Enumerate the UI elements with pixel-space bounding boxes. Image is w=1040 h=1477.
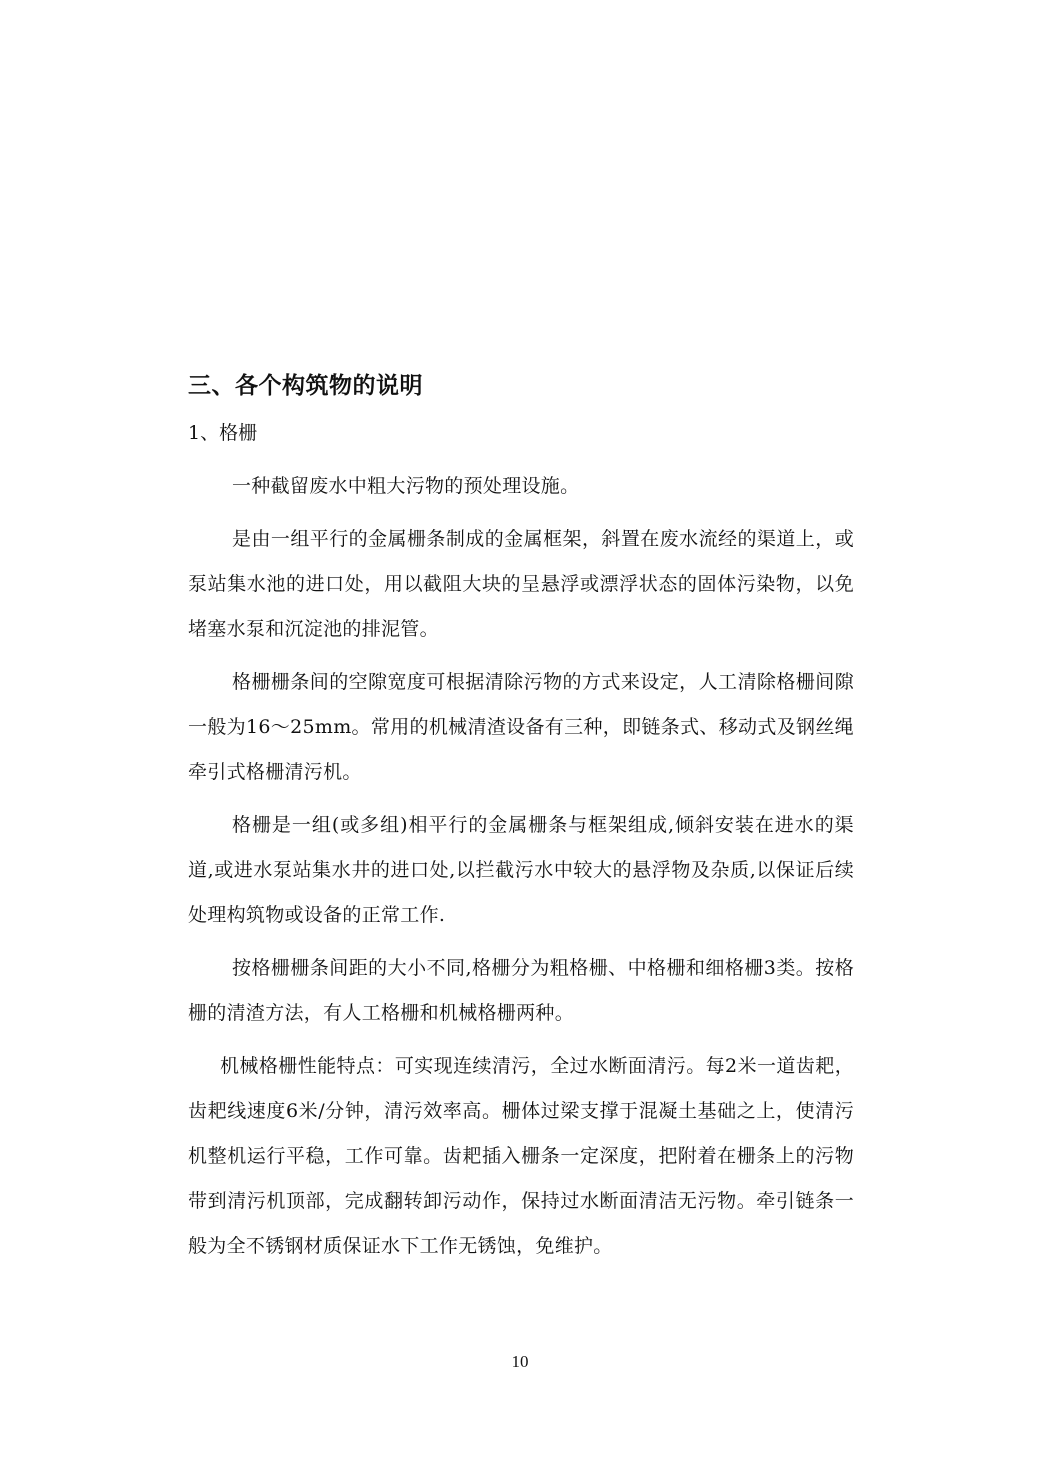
page-number: 10 (511, 1352, 529, 1371)
paragraph: 机械格栅性能特点：可实现连续清污，全过水断面清污。每2米一道齿耙，齿耙线速度6米/分钟，清污效率高。栅体过梁支撑于混凝土基础之上，使清污机整机运行平稳，工作可靠。齿耙插入栅条一定深度，把附着在栅条上的污物带到清污机顶部，完成翻转卸污动作，保持过水断面清洁无污物。牵引链条一般为全不锈钢材质保证水下工作无锈蚀，免维护。 (188, 1055, 854, 1257)
page-content (188, 368, 854, 1277)
paragraph: 是由一组平行的金属栅条制成的金属框架，斜置在废水流经的渠道上，或泵站集水池的进口处，用以截阻大块的呈悬浮或漂浮状态的固体污染物，以免堵塞水泵和沉淀池的排泥管。 (188, 528, 854, 640)
paragraph: 一种截留废水中粗大污物的预处理设施。 (232, 475, 580, 497)
subheading: 1、格栅 (188, 422, 258, 444)
paragraph: 按格栅栅条间距的大小不同,格栅分为粗格栅、中格栅和细格栅3类。按格栅的清渣方法，有人工格栅和机械格栅两种。 (188, 957, 854, 1024)
section-title: 三、各个构筑物的说明 (188, 373, 423, 399)
paragraph: 格栅栅条间的空隙宽度可根据清除污物的方式来设定，人工清除格栅间隙一般为16～25mm。常用的机械清渣设备有三种，即链条式、移动式及钢丝绳牵引式格栅清污机。 (188, 671, 854, 783)
paragraph: 格栅是一组(或多组)相平行的金属栅条与框架组成,倾斜安装在进水的渠道,或进水泵站集水井的进口处,以拦截污水中较大的悬浮物及杂质,以保证后续处理构筑物或设备的正常工作. (188, 814, 854, 926)
